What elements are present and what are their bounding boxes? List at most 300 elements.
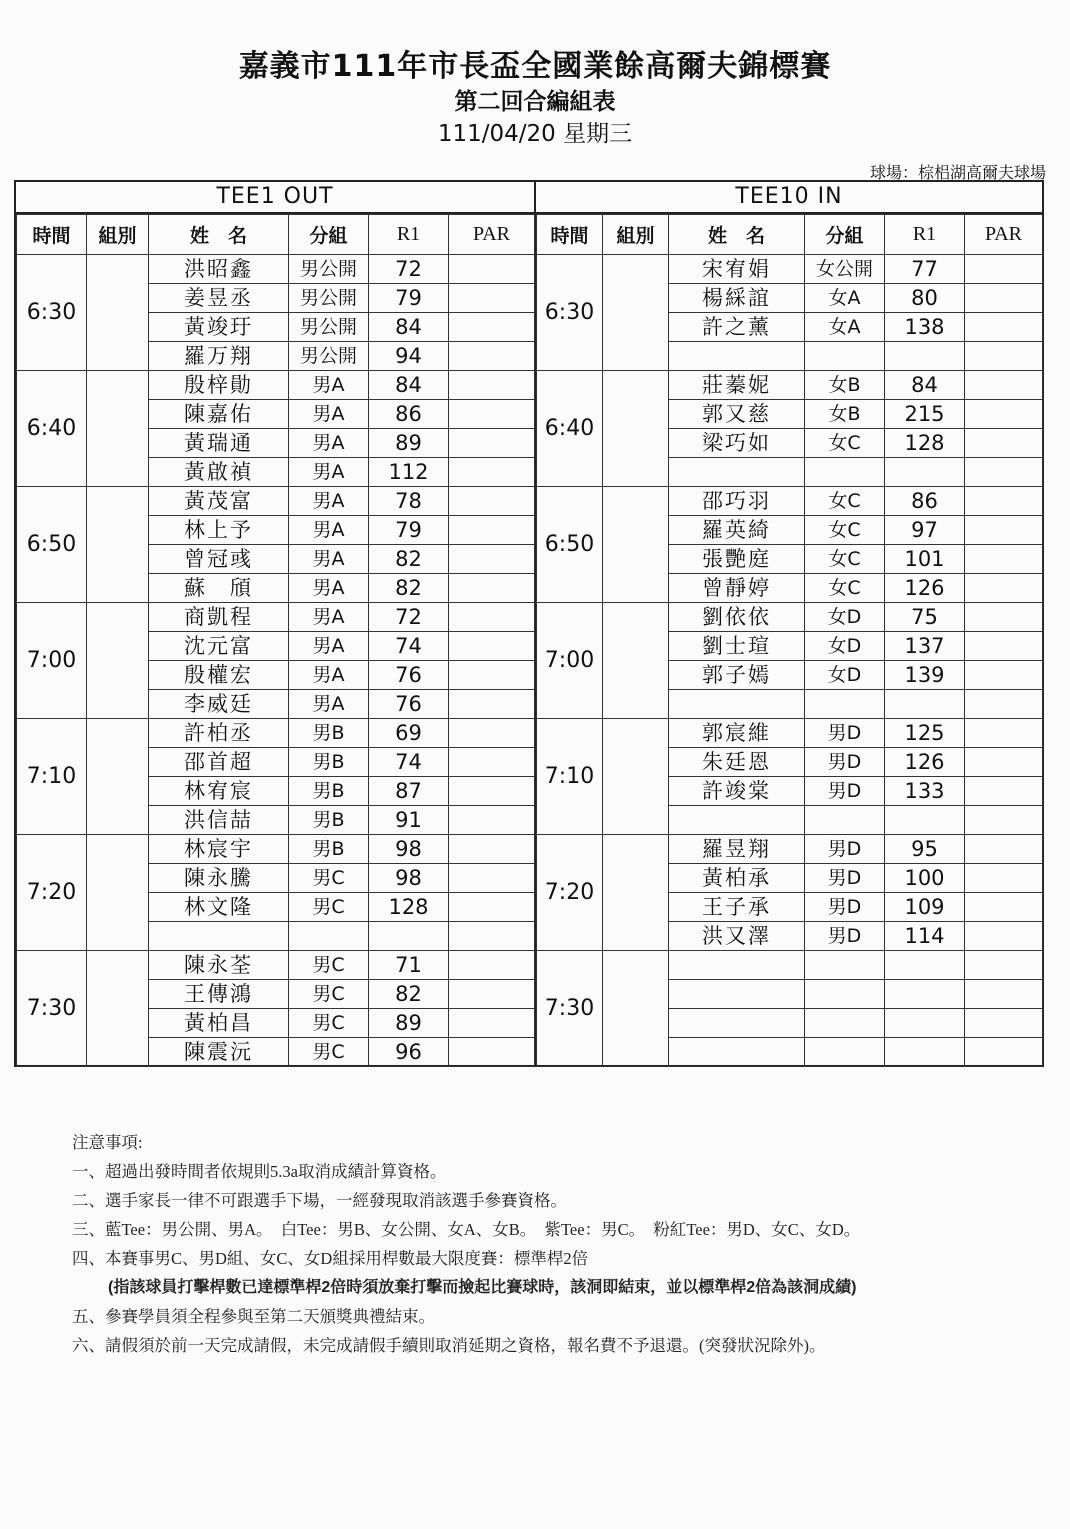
player-name [669, 980, 805, 1009]
r1-score: 89 [369, 1009, 449, 1038]
player-division: 男B [289, 806, 369, 835]
player-division: 男B [289, 777, 369, 806]
par-cell [449, 661, 535, 690]
tee-time: 6:40 [537, 371, 603, 487]
r1-score: 98 [369, 864, 449, 893]
col-group: 組別 [87, 215, 149, 255]
player-name: 朱廷恩 [669, 748, 805, 777]
par-cell [449, 1009, 535, 1038]
player-name [149, 922, 289, 951]
tee-time: 7:20 [537, 835, 603, 951]
r1-score [885, 980, 965, 1009]
par-cell [965, 980, 1043, 1009]
player-name [669, 951, 805, 980]
par-cell [449, 835, 535, 864]
col-name: 姓 名 [149, 215, 289, 255]
par-cell [449, 342, 535, 371]
par-cell [965, 400, 1043, 429]
r1-score [885, 806, 965, 835]
player-name: 羅英綺 [669, 516, 805, 545]
player-division: 男B [289, 719, 369, 748]
player-division: 男D [805, 719, 885, 748]
event-date: 111/04/20 星期三 [437, 121, 633, 147]
player-division: 男A [289, 516, 369, 545]
r1-score: 75 [885, 603, 965, 632]
player-division: 男公開 [289, 313, 369, 342]
r1-score: 69 [369, 719, 449, 748]
player-division: 男C [289, 980, 369, 1009]
player-name: 曾冠彧 [149, 545, 289, 574]
par-cell [965, 632, 1043, 661]
player-division: 男D [805, 864, 885, 893]
note-item: 五、參賽學員須全程參與至第二天頒獎典禮結束。 [72, 1307, 435, 1326]
col-time: 時間 [17, 215, 87, 255]
par-cell [965, 1038, 1043, 1067]
par-cell [965, 1009, 1043, 1038]
r1-score [885, 458, 965, 487]
r1-score: 137 [885, 632, 965, 661]
player-name: 曾靜婷 [669, 574, 805, 603]
tee-time: 7:30 [537, 951, 603, 1067]
r1-score: 71 [369, 951, 449, 980]
player-name: 羅万翔 [149, 342, 289, 371]
note-item-detail: (指該球員打擊桿數已達標準桿2倍時須放棄打擊而撿起比賽球時，該洞即結束，並以標準桿2倍為該洞成績) [108, 1279, 857, 1296]
group-cell [87, 255, 149, 371]
player-name: 黃瑞通 [149, 429, 289, 458]
player-name [669, 690, 805, 719]
player-division: 男C [289, 951, 369, 980]
player-name [669, 342, 805, 371]
player-division: 女B [805, 400, 885, 429]
r1-score: 78 [369, 487, 449, 516]
table-row [17, 487, 535, 516]
r1-score: 82 [369, 545, 449, 574]
player-name: 張艷庭 [669, 545, 805, 574]
group-cell [603, 255, 669, 371]
table-row [537, 835, 1043, 864]
tee-time: 7:10 [17, 719, 87, 835]
player-division: 男C [289, 1009, 369, 1038]
col-name: 姓 名 [669, 215, 805, 255]
col-division: 分組 [805, 215, 885, 255]
par-cell [965, 864, 1043, 893]
player-name [669, 1009, 805, 1038]
par-cell [965, 922, 1043, 951]
par-cell [449, 603, 535, 632]
r1-score: 101 [885, 545, 965, 574]
table-row [17, 603, 535, 632]
r1-score: 84 [885, 371, 965, 400]
par-cell [965, 661, 1043, 690]
tee1-table [16, 214, 535, 1067]
tee-time: 6:50 [17, 487, 87, 603]
player-name: 黃茂富 [149, 487, 289, 516]
player-division: 男A [289, 661, 369, 690]
player-division: 男A [289, 545, 369, 574]
player-name: 邵巧羽 [669, 487, 805, 516]
player-name: 黃柏承 [669, 864, 805, 893]
par-cell [449, 748, 535, 777]
r1-score: 82 [369, 980, 449, 1009]
r1-score: 84 [369, 313, 449, 342]
tee1-header: TEE1 OUT [16, 182, 534, 214]
player-name: 郭子嫣 [669, 661, 805, 690]
par-cell [449, 487, 535, 516]
player-name: 殷梓勛 [149, 371, 289, 400]
tee10-table [536, 214, 1043, 1067]
par-cell [449, 893, 535, 922]
tee10-header: TEE10 IN [536, 182, 1042, 214]
player-division: 男D [805, 922, 885, 951]
player-name: 陳嘉佑 [149, 400, 289, 429]
player-division: 女C [805, 429, 885, 458]
r1-score [885, 342, 965, 371]
player-division: 男B [289, 835, 369, 864]
par-cell [965, 806, 1043, 835]
player-name: 陳永荃 [149, 951, 289, 980]
player-division: 女D [805, 632, 885, 661]
player-division: 男D [805, 893, 885, 922]
par-cell [449, 777, 535, 806]
r1-score: 126 [885, 574, 965, 603]
par-cell [965, 893, 1043, 922]
tee-time: 6:30 [17, 255, 87, 371]
table-row [17, 951, 535, 980]
player-name [669, 1038, 805, 1067]
player-division: 男C [289, 864, 369, 893]
par-cell [965, 777, 1043, 806]
par-cell [449, 429, 535, 458]
player-name: 殷權宏 [149, 661, 289, 690]
player-name: 王傳鴻 [149, 980, 289, 1009]
page-title: 嘉義市111年市長盃全國業餘高爾夫錦標賽 [238, 49, 832, 84]
player-division: 男A [289, 632, 369, 661]
tee1-column-headers [17, 215, 535, 255]
player-division [805, 980, 885, 1009]
player-name: 楊綵誼 [669, 284, 805, 313]
player-division: 男D [805, 835, 885, 864]
player-division: 男A [289, 690, 369, 719]
player-division [805, 806, 885, 835]
player-division: 男B [289, 748, 369, 777]
r1-score: 98 [369, 835, 449, 864]
tee10-section [536, 182, 1042, 1065]
group-cell [603, 371, 669, 487]
group-cell [87, 719, 149, 835]
page-subtitle: 第二回合編組表 [454, 89, 616, 115]
r1-score: 100 [885, 864, 965, 893]
par-cell [965, 371, 1043, 400]
r1-score [885, 1038, 965, 1067]
table-row [17, 719, 535, 748]
note-item: 六、請假須於前一天完成請假，未完成請假手續則取消延期之資格，報名費不予退還。(突發狀況除外)。 [72, 1336, 826, 1355]
player-name: 劉依依 [669, 603, 805, 632]
r1-score: 84 [369, 371, 449, 400]
col-r1: R1 [885, 215, 965, 255]
player-division: 男公開 [289, 255, 369, 284]
player-division: 女D [805, 661, 885, 690]
player-name: 許之薰 [669, 313, 805, 342]
r1-score: 96 [369, 1038, 449, 1067]
player-division: 男A [289, 429, 369, 458]
player-name: 黃竣玗 [149, 313, 289, 342]
r1-score: 112 [369, 458, 449, 487]
tee-time: 7:00 [537, 603, 603, 719]
table-row [537, 603, 1043, 632]
player-name: 洪信喆 [149, 806, 289, 835]
player-name: 邵首超 [149, 748, 289, 777]
tee10-column-headers [537, 215, 1043, 255]
par-cell [965, 951, 1043, 980]
player-division: 女B [805, 371, 885, 400]
r1-score [885, 951, 965, 980]
par-cell [449, 951, 535, 980]
player-division: 女A [805, 284, 885, 313]
tee-time: 7:20 [17, 835, 87, 951]
player-name: 劉士瑄 [669, 632, 805, 661]
r1-score: 95 [885, 835, 965, 864]
par-cell [449, 719, 535, 748]
note-item: 四、本賽事男C、男D組、女C、女D組採用桿數最大限度賽：標準桿2倍 [72, 1249, 589, 1268]
player-name: 陳永騰 [149, 864, 289, 893]
player-division: 男A [289, 603, 369, 632]
r1-score: 89 [369, 429, 449, 458]
pairing-grid [14, 180, 1044, 1067]
player-division: 女C [805, 516, 885, 545]
par-cell [449, 690, 535, 719]
par-cell [965, 458, 1043, 487]
par-cell [449, 545, 535, 574]
col-time: 時間 [537, 215, 603, 255]
player-name: 王子承 [669, 893, 805, 922]
player-division: 女A [805, 313, 885, 342]
r1-score: 79 [369, 284, 449, 313]
par-cell [965, 487, 1043, 516]
par-cell [449, 516, 535, 545]
par-cell [449, 313, 535, 342]
note-item: 三、藍Tee：男公開、男A。 白Tee：男B、女公開、女A、女B。 紫Tee：男C。 粉紅Tee：男D、女C、女D。 [72, 1220, 861, 1239]
group-cell [87, 951, 149, 1067]
par-cell [965, 313, 1043, 342]
group-cell [603, 835, 669, 951]
player-name [669, 458, 805, 487]
tee-time: 7:30 [17, 951, 87, 1067]
group-cell [603, 951, 669, 1067]
par-cell [449, 922, 535, 951]
col-par: PAR [449, 215, 535, 255]
tee-time: 7:10 [537, 719, 603, 835]
r1-score: 215 [885, 400, 965, 429]
par-cell [965, 835, 1043, 864]
par-cell [449, 400, 535, 429]
player-division [805, 342, 885, 371]
par-cell [965, 429, 1043, 458]
par-cell [449, 1038, 535, 1067]
player-name [669, 806, 805, 835]
tee-time: 6:30 [537, 255, 603, 371]
par-cell [965, 516, 1043, 545]
table-row [17, 835, 535, 864]
player-division [805, 458, 885, 487]
table-row [537, 951, 1043, 980]
player-name: 李威廷 [149, 690, 289, 719]
par-cell [965, 690, 1043, 719]
player-division: 男D [805, 748, 885, 777]
group-cell [603, 487, 669, 603]
player-name: 商凱程 [149, 603, 289, 632]
col-division: 分組 [289, 215, 369, 255]
tee-time: 6:50 [537, 487, 603, 603]
r1-score: 76 [369, 690, 449, 719]
player-division: 男C [289, 893, 369, 922]
group-cell [603, 603, 669, 719]
par-cell [965, 603, 1043, 632]
par-cell [449, 458, 535, 487]
table-row [537, 255, 1043, 284]
par-cell [965, 545, 1043, 574]
par-cell [449, 806, 535, 835]
player-name: 羅昱翔 [669, 835, 805, 864]
par-cell [965, 284, 1043, 313]
r1-score: 86 [369, 400, 449, 429]
tee1-section [16, 182, 536, 1065]
player-division [805, 1038, 885, 1067]
course-name: 球場：棕梠湖高爾夫球場 [869, 163, 1046, 182]
tee1-body [17, 255, 535, 1067]
table-row [17, 255, 535, 284]
player-name: 沈元富 [149, 632, 289, 661]
group-cell [603, 719, 669, 835]
par-cell [449, 574, 535, 603]
par-cell [449, 632, 535, 661]
r1-score [885, 690, 965, 719]
r1-score: 74 [369, 632, 449, 661]
player-name: 林宸宇 [149, 835, 289, 864]
r1-score: 87 [369, 777, 449, 806]
title-block [0, 48, 1070, 150]
player-name: 林宥宸 [149, 777, 289, 806]
player-division [289, 922, 369, 951]
player-division [805, 951, 885, 980]
player-name: 黃柏昌 [149, 1009, 289, 1038]
table-row [537, 371, 1043, 400]
r1-score: 133 [885, 777, 965, 806]
player-division: 女C [805, 487, 885, 516]
player-division: 男C [289, 1038, 369, 1067]
par-cell [449, 864, 535, 893]
r1-score: 76 [369, 661, 449, 690]
r1-score: 82 [369, 574, 449, 603]
note-item: 二、選手家長一律不可跟選手下場，一經發現取消該選手參賽資格。 [72, 1191, 567, 1210]
par-cell [449, 980, 535, 1009]
notes-section [72, 1128, 1032, 1360]
par-cell [965, 255, 1043, 284]
note-item: 一、超過出發時間者依規則5.3a取消成績計算資格。 [72, 1162, 447, 1181]
r1-score [369, 922, 449, 951]
par-cell [449, 371, 535, 400]
r1-score: 128 [369, 893, 449, 922]
player-division [805, 690, 885, 719]
r1-score: 94 [369, 342, 449, 371]
r1-score: 109 [885, 893, 965, 922]
col-group: 組別 [603, 215, 669, 255]
par-cell [965, 719, 1043, 748]
player-division: 女D [805, 603, 885, 632]
player-division: 男A [289, 574, 369, 603]
player-division: 女C [805, 574, 885, 603]
r1-score: 114 [885, 922, 965, 951]
player-division: 男D [805, 777, 885, 806]
r1-score: 74 [369, 748, 449, 777]
group-cell [87, 371, 149, 487]
r1-score: 97 [885, 516, 965, 545]
player-name: 陳震沅 [149, 1038, 289, 1067]
tee10-body [537, 255, 1043, 1067]
r1-score: 125 [885, 719, 965, 748]
par-cell [965, 748, 1043, 777]
r1-score: 126 [885, 748, 965, 777]
player-name: 郭宸維 [669, 719, 805, 748]
player-division: 男A [289, 400, 369, 429]
group-cell [87, 487, 149, 603]
player-name: 許柏丞 [149, 719, 289, 748]
player-division: 女公開 [805, 255, 885, 284]
player-name: 洪又澤 [669, 922, 805, 951]
r1-score: 128 [885, 429, 965, 458]
r1-score: 138 [885, 313, 965, 342]
player-name: 黃啟禎 [149, 458, 289, 487]
r1-score: 139 [885, 661, 965, 690]
player-division [805, 1009, 885, 1038]
player-name: 郭又慈 [669, 400, 805, 429]
par-cell [449, 255, 535, 284]
group-cell [87, 835, 149, 951]
player-division: 男A [289, 458, 369, 487]
col-r1: R1 [369, 215, 449, 255]
col-par: PAR [965, 215, 1043, 255]
group-cell [87, 603, 149, 719]
player-name: 姜昱丞 [149, 284, 289, 313]
r1-score: 91 [369, 806, 449, 835]
player-division: 男公開 [289, 342, 369, 371]
player-division: 男A [289, 487, 369, 516]
tee-time: 7:00 [17, 603, 87, 719]
par-cell [449, 284, 535, 313]
par-cell [965, 574, 1043, 603]
table-row [537, 719, 1043, 748]
r1-score: 79 [369, 516, 449, 545]
player-name: 林文隆 [149, 893, 289, 922]
player-division: 男A [289, 371, 369, 400]
r1-score: 80 [885, 284, 965, 313]
r1-score: 72 [369, 603, 449, 632]
table-row [537, 487, 1043, 516]
player-division: 女C [805, 545, 885, 574]
player-name: 宋宥娟 [669, 255, 805, 284]
player-name: 許竣棠 [669, 777, 805, 806]
player-name: 林上予 [149, 516, 289, 545]
par-cell [965, 342, 1043, 371]
tee-time: 6:40 [17, 371, 87, 487]
player-name: 蘇 頎 [149, 574, 289, 603]
player-division: 男公開 [289, 284, 369, 313]
r1-score [885, 1009, 965, 1038]
player-name: 莊蓁妮 [669, 371, 805, 400]
r1-score: 72 [369, 255, 449, 284]
player-name: 洪昭鑫 [149, 255, 289, 284]
r1-score: 77 [885, 255, 965, 284]
notes-heading: 注意事項: [72, 1133, 143, 1152]
